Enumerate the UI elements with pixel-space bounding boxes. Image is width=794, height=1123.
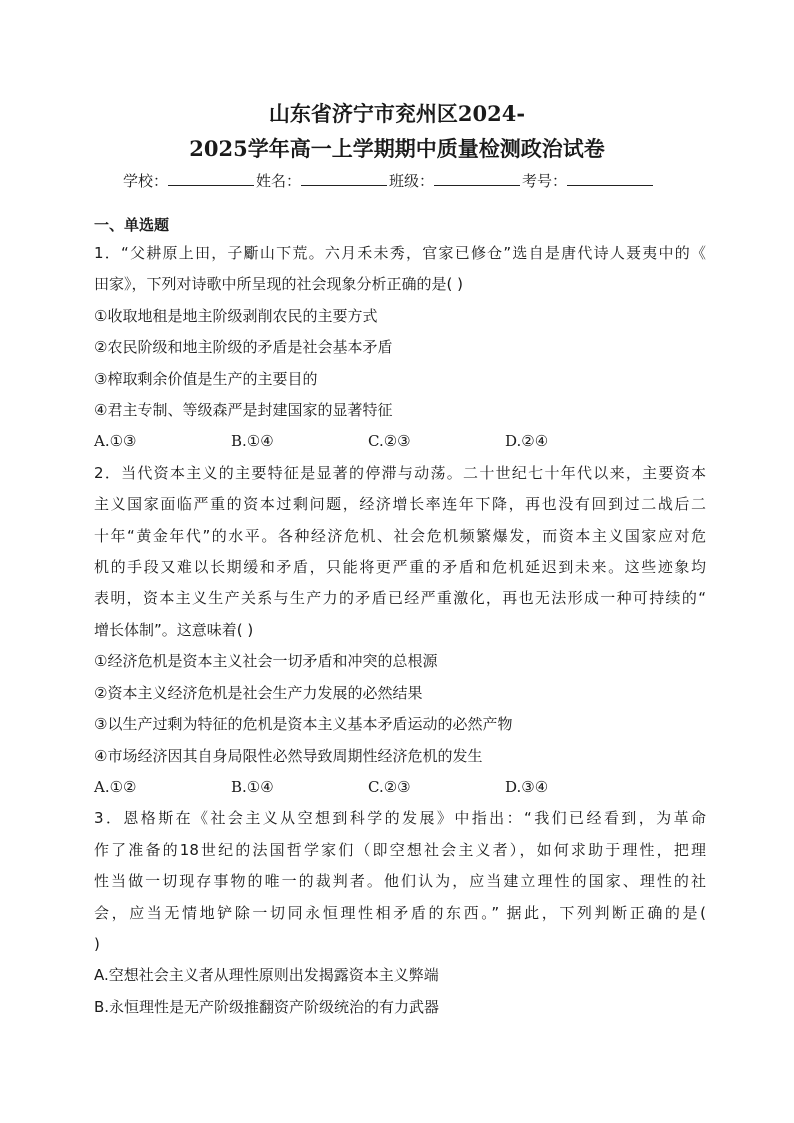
answer-options (94, 772, 706, 803)
option-a[interactable]: A.①③ (94, 432, 137, 451)
exam-title-line1: 山东省济宁市兖州区2024- (268, 101, 526, 126)
question-text-line: 会，应当无情地铲除一切同永恒理性相矛盾的东西。” 据此，下列判断正确的是( (94, 903, 706, 922)
statement-item: ①收取地租是地主阶级剥削农民的主要方式 (94, 306, 378, 325)
statement-item: ②资本主义经济危机是社会生产力发展的必然结果 (94, 683, 423, 702)
question-2 (94, 458, 706, 803)
question-text-line: 主义国家面临严重的资本过剩问题，经济增长率连年下降，再也没有回到过二战后二 (94, 495, 706, 514)
option-c[interactable]: C.②③ (368, 777, 411, 796)
exam-content (94, 216, 706, 1023)
school-label: 学校： (123, 172, 169, 190)
option-d[interactable]: D.③④ (505, 777, 549, 796)
statement-item: ③以生产过剩为特征的危机是资本主义基本矛盾运动的必然产物 (94, 715, 513, 734)
option-a[interactable]: A.①② (94, 777, 137, 796)
question-text-line: 田家》，下列对诗歌中所呈现的社会现象分析正确的是( ) (94, 275, 463, 294)
statement-item: ④市场经济因其自身局限性必然导致周期性经济危机的发生 (94, 746, 483, 765)
statement-item: ③榨取剩余价值是生产的主要目的 (94, 369, 318, 388)
question-3 (94, 803, 706, 1023)
question-text-line: 性当做一切现存事物的唯一的裁判者。他们认为，应当建立理性的国家、理性的社 (94, 872, 706, 891)
option-d[interactable]: D.②④ (505, 432, 549, 451)
question-text-line: 机的手段又难以长期缓和矛盾，只能将更严重的矛盾和危机延迟到未来。这些迹象均 (94, 558, 706, 577)
option-b[interactable]: B.①④ (231, 777, 274, 796)
section-heading: 一、单选题 (94, 216, 170, 234)
question-text-line: 十年“黄金年代”的水平。各种经济危机、社会危机频繁爆发，而资本主义国家应对危 (94, 526, 706, 545)
answer-options (94, 426, 706, 457)
student-info-row (123, 168, 683, 193)
question-text-line: 表明，资本主义生产关系与生产力的矛盾已经严重激化，再也无法形成一种可持续的“ (94, 589, 706, 608)
question-text-line: 2．当代资本主义的主要特征是显著的停滞与动荡。二十世纪七十年代以来，主要资本 (94, 463, 706, 482)
class-label: 班级： (389, 172, 435, 190)
exam-number-blank[interactable] (567, 168, 653, 186)
option-c[interactable]: C.②③ (368, 432, 411, 451)
class-blank[interactable] (434, 168, 520, 186)
question-text-line: 1．“父耕原上田，子斸山下荒。六月禾未秀，官家已修仓”选自是唐代诗人聂夷中的《 (94, 244, 706, 262)
statement-item: ②农民阶级和地主阶级的矛盾是社会基本矛盾 (94, 338, 393, 357)
statement-item: ①经济危机是资本主义社会一切矛盾和冲突的总根源 (94, 652, 438, 671)
option-a[interactable]: A.空想社会主义者从理性原则出发揭露资本主义弊端 (94, 966, 439, 985)
statement-item: ④君主专制、等级森严是封建国家的显著特征 (94, 401, 393, 420)
exam-number-label: 考号： (522, 172, 568, 190)
question-text-line: ) (94, 934, 100, 953)
school-blank[interactable] (168, 168, 254, 186)
question-text-line: 增长体制”。这意味着( ) (94, 620, 254, 639)
option-b[interactable]: B.永恒理性是无产阶级推翻资产阶级统治的有力武器 (94, 997, 440, 1016)
name-label: 姓名： (256, 172, 302, 190)
name-blank[interactable] (301, 168, 387, 186)
option-b[interactable]: B.①④ (231, 432, 274, 451)
question-text-line: 作了准备的18世纪的法国哲学家们（即空想社会主义者），如何求助于理性，把理 (94, 840, 706, 859)
question-text-line: 3．恩格斯在《社会主义从空想到科学的发展》中指出：“我们已经看到，为革命 (94, 809, 706, 828)
exam-title-line2: 2025学年高一上学期期中质量检测政治试卷 (189, 136, 605, 161)
question-1 (94, 238, 706, 458)
